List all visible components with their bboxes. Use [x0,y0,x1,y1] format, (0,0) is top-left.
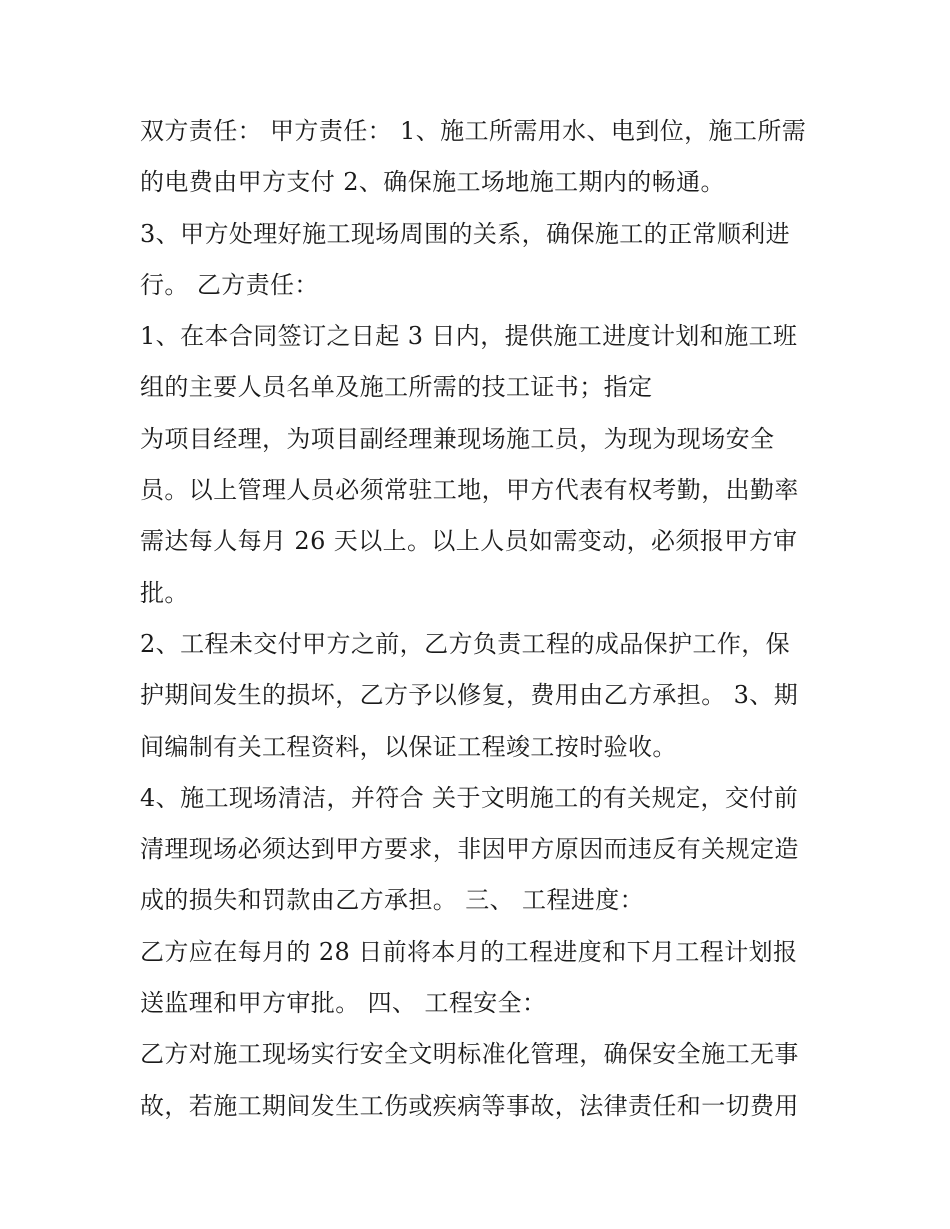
text-line: 成的损失和罚款由乙方承担。 三、 工程进度： [140,886,645,915]
text-line: 员。以上管理人员必须常驻工地，甲方代表有权考勤，出勤率 [140,476,799,505]
text-line: 双方责任： 甲方责任： 1、施工所需用水、电到位，施工所需 [140,117,807,145]
text-line: 间编制有关工程资料，以保证工程竣工按时验收。 [140,732,677,761]
text-line: 的电费由甲方支付 2、确保施工场地施工期内的畅通。 [140,168,725,197]
text-line: 1、在本合同签订之日起 3 日内，提供施工进度计划和施工班 [140,322,798,351]
text-line: 批。 [140,578,189,607]
text-line: 需达每人每月 26 天以上。以上人员如需变动，必须报甲方审 [140,527,798,556]
text-line: 为项目经理，为项目副经理兼现场施工员，为现为现场安全 [140,424,775,453]
document-body [140,106,820,1132]
text-line: 清理现场必须达到甲方要求，非因甲方原因而违反有关规定造 [140,835,799,864]
text-line: 护期间发生的损坏，乙方予以修复，费用由乙方承担。 3、期 [140,681,799,710]
text-line: 3、甲方处理好施工现场周围的关系，确保施工的正常顺利进 [140,219,791,248]
text-line: 2、工程未交付甲方之前，乙方负责工程的成品保护工作，保 [140,629,791,658]
text-line: 故，若施工期间发生工伤或疾病等事故，法律责任和一切费用 [140,1091,799,1120]
text-line: 行。 乙方责任： [140,270,319,299]
text-line: 乙方对施工现场实行安全文明标准化管理，确保安全施工无事 [140,1040,799,1069]
text-line: 乙方应在每月的 28 日前将本月的工程进度和下月工程计划报 [140,937,798,966]
text-line: 组的主要人员名单及施工所需的技工证书；指定 [140,373,653,402]
text-line: 4、施工现场清洁，并符合 关于文明施工的有关规定，交付前 [140,783,799,812]
text-line: 送监理和甲方审批。 四、 工程安全： [140,989,547,1018]
